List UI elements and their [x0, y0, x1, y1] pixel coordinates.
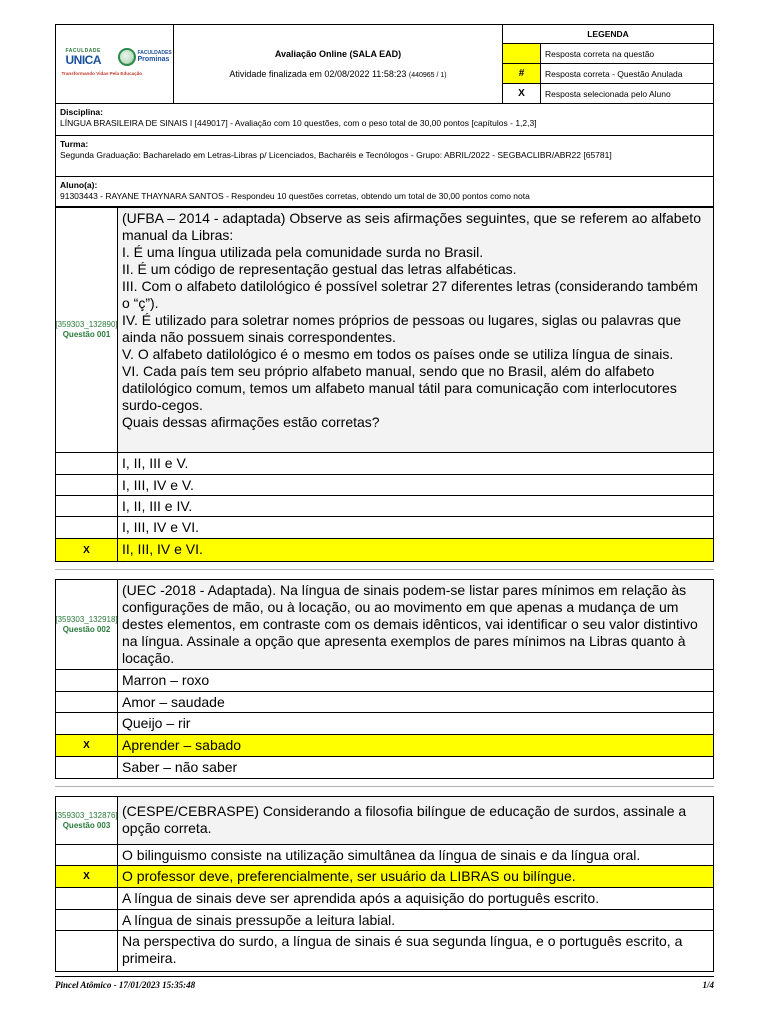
logo-faculdade-text: FACULDADE	[65, 48, 101, 54]
question-header	[56, 580, 713, 670]
answer-option[interactable]	[56, 692, 713, 713]
aluno-label: Aluno(a):	[60, 180, 98, 190]
separator	[55, 786, 714, 787]
option-mark	[56, 713, 118, 734]
answer-option[interactable]	[56, 670, 713, 692]
option-text: O professor deve, preferencialmente, ser usuário da LIBRAS ou bilíngue.	[122, 868, 576, 884]
answer-option[interactable]	[56, 845, 713, 866]
option-text: I, III, IV e V.	[122, 477, 194, 493]
question-number: Questão 003	[62, 820, 111, 830]
legend-symbol-hash: #	[503, 64, 541, 83]
legend	[503, 25, 713, 103]
answer-option-selected[interactable]	[56, 735, 713, 757]
option-text: Na perspectiva do surdo, a língua de sinais é sua segunda língua, e o português escrito, a primeira.	[122, 933, 683, 966]
option-mark: X	[56, 735, 118, 756]
aluno-row	[55, 177, 714, 207]
option-mark: X	[56, 539, 118, 561]
legend-text: Resposta correta na questão	[545, 48, 655, 59]
footer-divider	[55, 976, 714, 977]
answer-option[interactable]	[56, 453, 713, 475]
answer-option-selected[interactable]	[56, 866, 713, 888]
answer-option-selected[interactable]	[56, 539, 713, 561]
option-mark: X	[56, 866, 118, 887]
question-id: [359303_132876]	[55, 810, 118, 820]
turma-value: Segunda Graduação: Bacharelado em Letras-Libras p/ Licenciados, Bacharéis e Tecnólogos - Grupo: ABRIL/2022 - SEGBACLIBR/ABR22 [65781]	[60, 150, 612, 160]
option-mark	[56, 475, 118, 495]
legend-row-annulled	[503, 64, 713, 84]
legend-title: LEGENDA	[503, 25, 713, 44]
option-text: I, II, III e IV.	[122, 498, 193, 514]
logo-prominas-text: Prominas	[137, 56, 170, 63]
question-text: (UEC -2018 - Adaptada). Na língua de sinais podem-se listar pares mínimos em relação às configurações de mão, ou à locação, ou ao movimento em que apenas a mudança de um destes elementos, em contraste com os demais idênticos, vai identificar o seu valor distintivo na língua. Assinale a opção que apresenta exemplos de pares mínimos na Libras quanto à locação.	[118, 580, 713, 669]
question-text: (UFBA – 2014 - adaptada) Observe as seis afirmações seguintes, que se referem ao alfabeto manual da Libras: I. É uma língua utilizada pela comunidade surda no Brasil. II. É um código de representação gestual das letras alfabéticas. III. Com o alfabeto datilológico é possível soletrar 27 diferentes letras (considerando também o “ç”). IV. É utilizado para soletrar nomes próprios de pessoas ou lugares, siglas ou palavras que ainda não possuem sinais correspondentes. V. O alfabeto datilológico é o mesmo em todos os países onde se utiliza língua de sinais. VI. Cada país tem seu próprio alfabeto manual, sendo que no Brasil, além do alfabeto datilológico comum, temos um alfabeto manual tátil para comunicação com interlocutores surdo-cegos. Quais dessas afirmações estão corretas?	[118, 208, 713, 452]
answer-option[interactable]	[56, 496, 713, 517]
aluno-value: 91303443 - RAYANE THAYNARA SANTOS - Respondeu 10 questões corretas, obtendo um total de 30,00 pontos como nota	[60, 191, 530, 201]
title-cell	[174, 25, 503, 103]
legend-row-correct	[503, 44, 713, 64]
question-meta	[56, 208, 118, 452]
question-003	[55, 796, 714, 972]
logo-faculdades-text: FACULDADES	[137, 50, 172, 56]
option-mark	[56, 931, 118, 971]
question-header	[56, 797, 713, 845]
option-mark	[56, 757, 118, 778]
option-mark	[56, 453, 118, 474]
footer-timestamp: Pincel Atômico - 17/01/2023 15:35:48	[55, 980, 196, 990]
disciplina-row	[55, 104, 714, 136]
option-text: I, II, III e V.	[122, 455, 189, 471]
globe-icon	[118, 48, 136, 66]
logo-unica-text: UNICA	[65, 53, 101, 67]
legend-text: Resposta selecionada pelo Aluno	[545, 88, 671, 99]
question-id: [359303_132918]	[55, 614, 118, 624]
question-001	[55, 207, 714, 562]
option-text: Amor – saudade	[122, 694, 225, 710]
option-text: A língua de sinais deve ser aprendida após a aquisição do português escrito.	[122, 890, 600, 906]
answer-option[interactable]	[56, 888, 713, 910]
option-mark	[56, 496, 118, 516]
logo-cell	[56, 25, 174, 103]
option-mark	[56, 888, 118, 909]
question-header	[56, 208, 713, 453]
logo-tagline: Transformando Vidas Pela Educação	[61, 71, 143, 76]
option-text: Marron – roxo	[122, 672, 210, 688]
option-text: II, III, IV e VI.	[122, 541, 203, 557]
finished-date: Atividade finalizada em 02/08/2022 11:58:23	[229, 69, 407, 79]
disciplina-value: LÍNGUA BRASILEIRA DE SINAIS I [449017] - Avaliação com 10 questões, com o peso total de 30,00 pontos [capítulos - 1,2,3]	[60, 118, 537, 128]
option-text: A língua de sinais pressupõe a leitura labial.	[122, 912, 396, 928]
option-text: I, III, IV e VI.	[122, 519, 200, 535]
option-mark	[56, 517, 118, 538]
answer-option[interactable]	[56, 910, 713, 931]
option-mark	[56, 910, 118, 930]
legend-row-selected	[503, 84, 713, 103]
legend-symbol-yellow	[503, 44, 541, 63]
option-text: Queijo – rir	[122, 715, 191, 731]
question-text: (CESPE/CEBRASPE) Considerando a filosofia bilíngue de educação de surdos, assinale a opção correta.	[118, 797, 713, 844]
finished-info	[229, 69, 446, 79]
finished-code: (440965 / 1)	[408, 72, 447, 79]
question-meta	[56, 580, 118, 669]
option-mark	[56, 692, 118, 712]
separator	[55, 569, 714, 570]
page-number: 1/4	[702, 980, 714, 990]
option-mark	[56, 670, 118, 691]
question-002	[55, 579, 714, 779]
faculdade-unica-prominas-logo	[60, 44, 170, 84]
answer-option[interactable]	[56, 757, 713, 778]
answer-option[interactable]	[56, 931, 713, 971]
disciplina-label: Disciplina:	[60, 107, 103, 117]
turma-row	[55, 136, 714, 177]
header-table	[55, 24, 714, 104]
question-number: Questão 002	[62, 624, 111, 634]
legend-text: Resposta correta - Questão Anulada	[545, 68, 683, 79]
option-text: Saber – não saber	[122, 759, 238, 775]
question-id: [359303_132890]	[55, 320, 118, 329]
option-mark	[56, 845, 118, 865]
legend-symbol-x: X	[503, 84, 541, 103]
answer-option[interactable]	[56, 517, 713, 539]
page-title: Avaliação Online (SALA EAD)	[274, 49, 402, 59]
option-text: O bilinguismo consiste na utilização simultânea da língua de sinais e da língua oral.	[122, 847, 641, 863]
question-number: Questão 001	[62, 330, 111, 339]
answer-option[interactable]	[56, 475, 713, 496]
answer-option[interactable]	[56, 713, 713, 735]
question-meta	[56, 797, 118, 844]
option-text: Aprender – sabado	[122, 737, 242, 753]
turma-label: Turma:	[60, 139, 89, 149]
